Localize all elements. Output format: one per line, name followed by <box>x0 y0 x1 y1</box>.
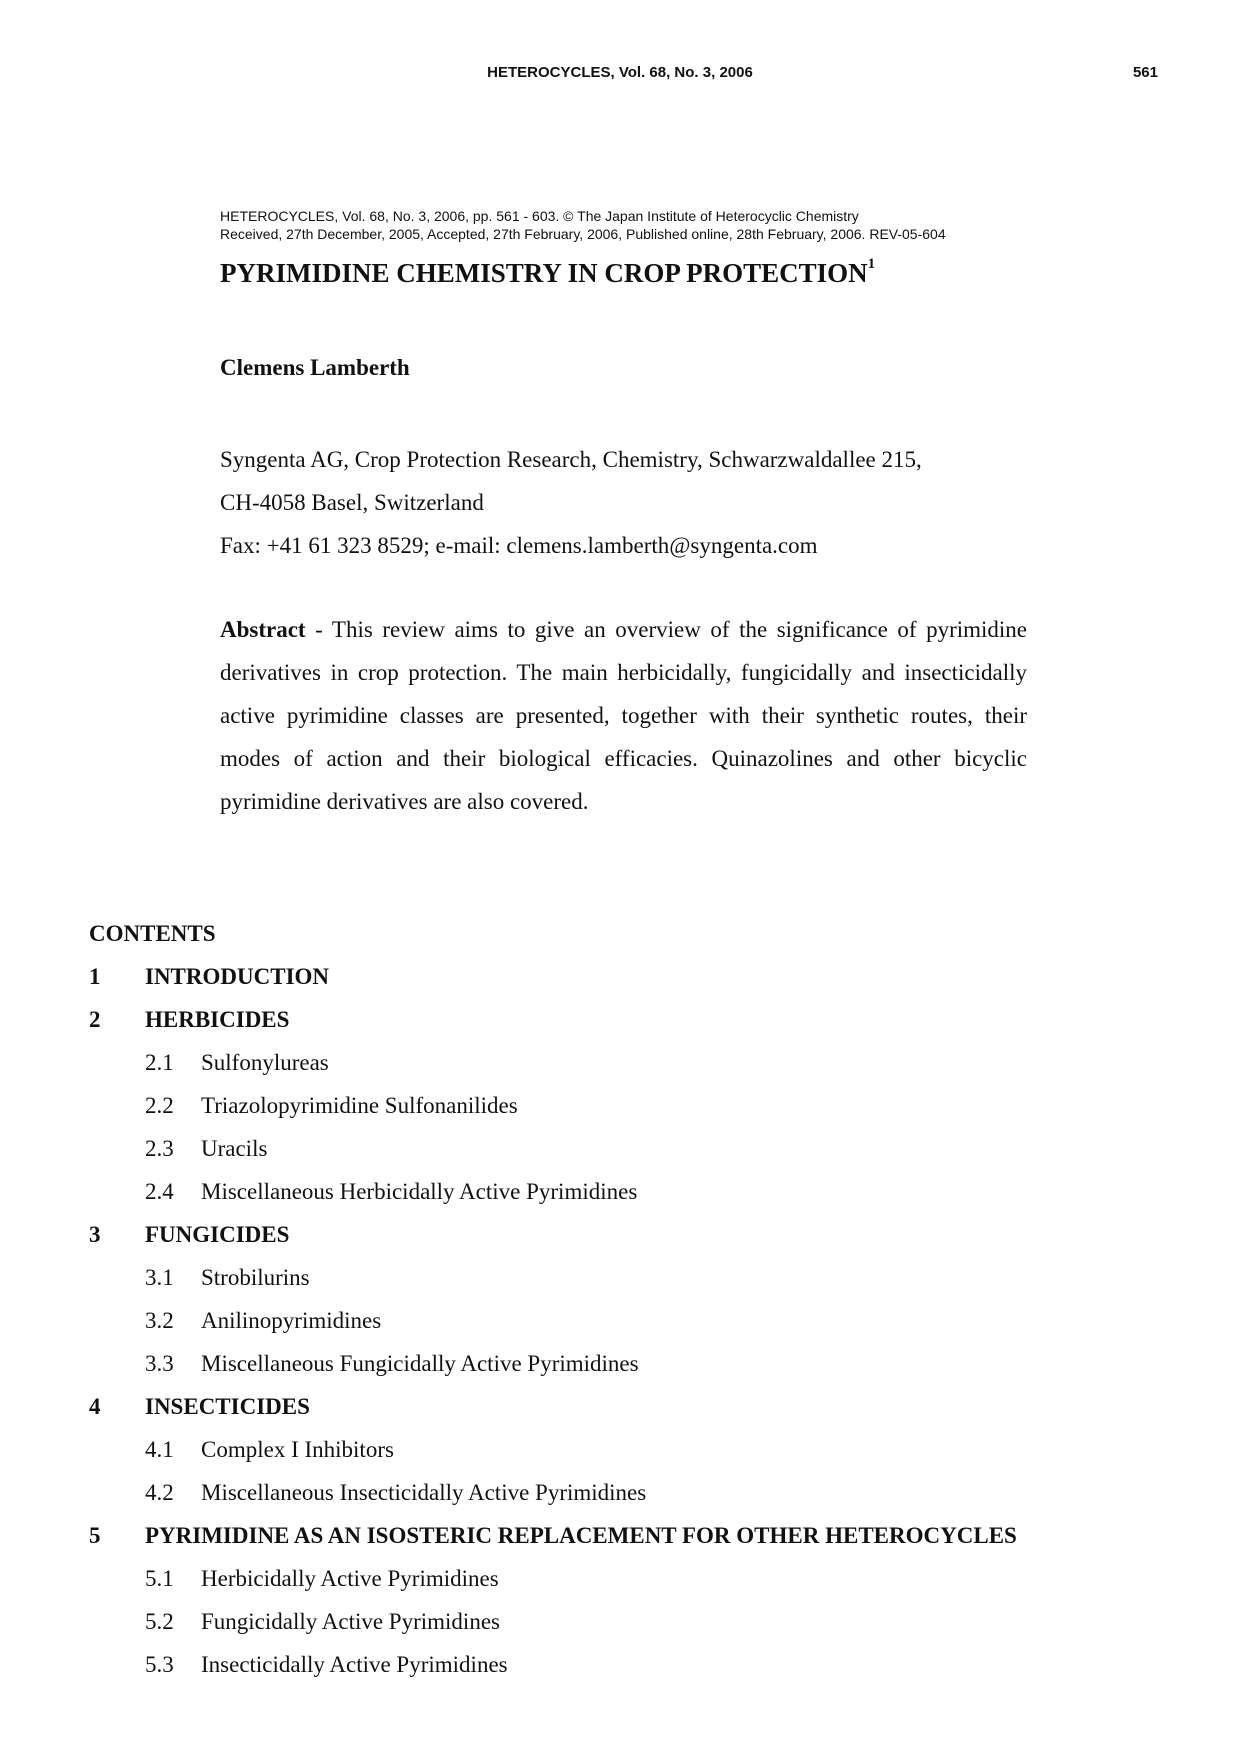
toc-subsection <box>89 1557 1169 1600</box>
toc-subsection <box>89 1342 1169 1385</box>
toc-subsection <box>89 1084 1169 1127</box>
affiliation-contact: Fax: +41 61 323 8529; e-mail: clemens.lamberth@syngenta.com <box>220 533 818 558</box>
citation-line-2: Received, 27th December, 2005, Accepted, 27th February, 2006, Published online, 28th February, 2006. REV-05-604 <box>220 226 946 242</box>
toc-subsection-title: Strobilurins <box>201 1265 310 1290</box>
toc-subsection-number: 4.2 <box>145 1480 174 1505</box>
journal-name: HETEROCYCLES, Vol. 68, No. 3, 2006 <box>487 64 753 81</box>
toc-subsection-title: Triazolopyrimidine Sulfonanilides <box>201 1093 518 1118</box>
affiliation-block <box>220 438 922 567</box>
contents-heading: CONTENTS <box>89 921 216 946</box>
abstract-label: Abstract <box>220 617 306 642</box>
toc-subsection <box>89 1256 1169 1299</box>
toc-subsection <box>89 1170 1169 1213</box>
toc-subsection-title: Anilinopyrimidines <box>201 1308 382 1333</box>
toc-subsection-title: Complex I Inhibitors <box>201 1437 394 1462</box>
toc-section-title: INTRODUCTION <box>145 964 330 989</box>
page-number: 561 <box>1132 64 1158 81</box>
toc-subsection-number: 5.2 <box>145 1609 174 1634</box>
toc-subsection-title: Miscellaneous Herbicidally Active Pyrimidines <box>201 1179 638 1204</box>
toc-subsection-number: 2.1 <box>145 1050 174 1075</box>
toc-section-number: 5 <box>89 1523 101 1548</box>
toc-subsection <box>89 1299 1169 1342</box>
toc-subsection <box>89 1600 1169 1643</box>
toc-subsection-number: 3.1 <box>145 1265 174 1290</box>
toc-subsection <box>89 1127 1169 1170</box>
toc-list <box>89 955 1169 1686</box>
toc-subsection <box>89 1428 1169 1471</box>
citation-line-1: HETEROCYCLES, Vol. 68, No. 3, 2006, pp. 561 - 603. © The Japan Institute of Heterocyclic Chemistry <box>220 208 859 224</box>
citation-block <box>220 207 946 243</box>
abstract-text: - This review aims to give an overview of the significance of pyrimidine derivatives in crop protection. The main herbicidally, fungicidally and insecticidally active pyrimidine classes are presented, together with their synthetic routes, their modes of action and their biological efficacies. Quinazolines and other bicyclic pyrimidine derivatives are also covered. <box>220 617 1027 814</box>
toc-section-title: INSECTICIDES <box>145 1394 310 1419</box>
toc-subsection-number: 5.1 <box>145 1566 174 1591</box>
toc-section <box>89 955 1169 998</box>
toc-subsection-number: 5.3 <box>145 1652 174 1677</box>
toc-section-number: 4 <box>89 1394 101 1419</box>
toc-section-title: HERBICIDES <box>145 1007 290 1032</box>
toc-subsection-number: 3.3 <box>145 1351 174 1376</box>
table-of-contents <box>89 912 1169 1686</box>
author-name: Clemens Lamberth <box>220 355 410 380</box>
toc-subsection-title: Sulfonylureas <box>201 1050 329 1075</box>
toc-subsection-number: 2.2 <box>145 1093 174 1118</box>
toc-section <box>89 1385 1169 1428</box>
paper-title-text: PYRIMIDINE CHEMISTRY IN CROP PROTECTION <box>220 258 868 288</box>
toc-subsection <box>89 1041 1169 1084</box>
toc-section <box>89 998 1169 1041</box>
toc-subsection-number: 3.2 <box>145 1308 174 1333</box>
toc-subsection <box>89 1643 1169 1686</box>
abstract <box>220 608 1027 823</box>
toc-subsection-title: Herbicidally Active Pyrimidines <box>201 1566 499 1591</box>
title-footnote-marker: 1 <box>867 256 876 272</box>
toc-subsection-title: Insecticidally Active Pyrimidines <box>201 1652 508 1677</box>
paper-title <box>220 258 875 289</box>
toc-section-number: 1 <box>89 964 101 989</box>
toc-section-number: 2 <box>89 1007 101 1032</box>
affiliation-line-2: CH-4058 Basel, Switzerland <box>220 490 484 515</box>
toc-section-title: PYRIMIDINE AS AN ISOSTERIC REPLACEMENT FOR OTHER HETEROCYCLES <box>145 1523 1017 1548</box>
toc-subsection-title: Uracils <box>201 1136 268 1161</box>
toc-section-number: 3 <box>89 1222 101 1247</box>
toc-subsection <box>89 1471 1169 1514</box>
affiliation-line-1: Syngenta AG, Crop Protection Research, Chemistry, Schwarzwaldallee 215, <box>220 447 922 472</box>
toc-subsection-number: 2.3 <box>145 1136 174 1161</box>
toc-subsection-title: Miscellaneous Fungicidally Active Pyrimidines <box>201 1351 639 1376</box>
toc-section-title: FUNGICIDES <box>145 1222 290 1247</box>
toc-subsection-number: 4.1 <box>145 1437 174 1462</box>
toc-subsection-title: Miscellaneous Insecticidally Active Pyrimidines <box>201 1480 647 1505</box>
toc-section <box>89 1213 1169 1256</box>
toc-section <box>89 1514 1169 1557</box>
toc-subsection-number: 2.4 <box>145 1179 174 1204</box>
toc-subsection-title: Fungicidally Active Pyrimidines <box>201 1609 500 1634</box>
